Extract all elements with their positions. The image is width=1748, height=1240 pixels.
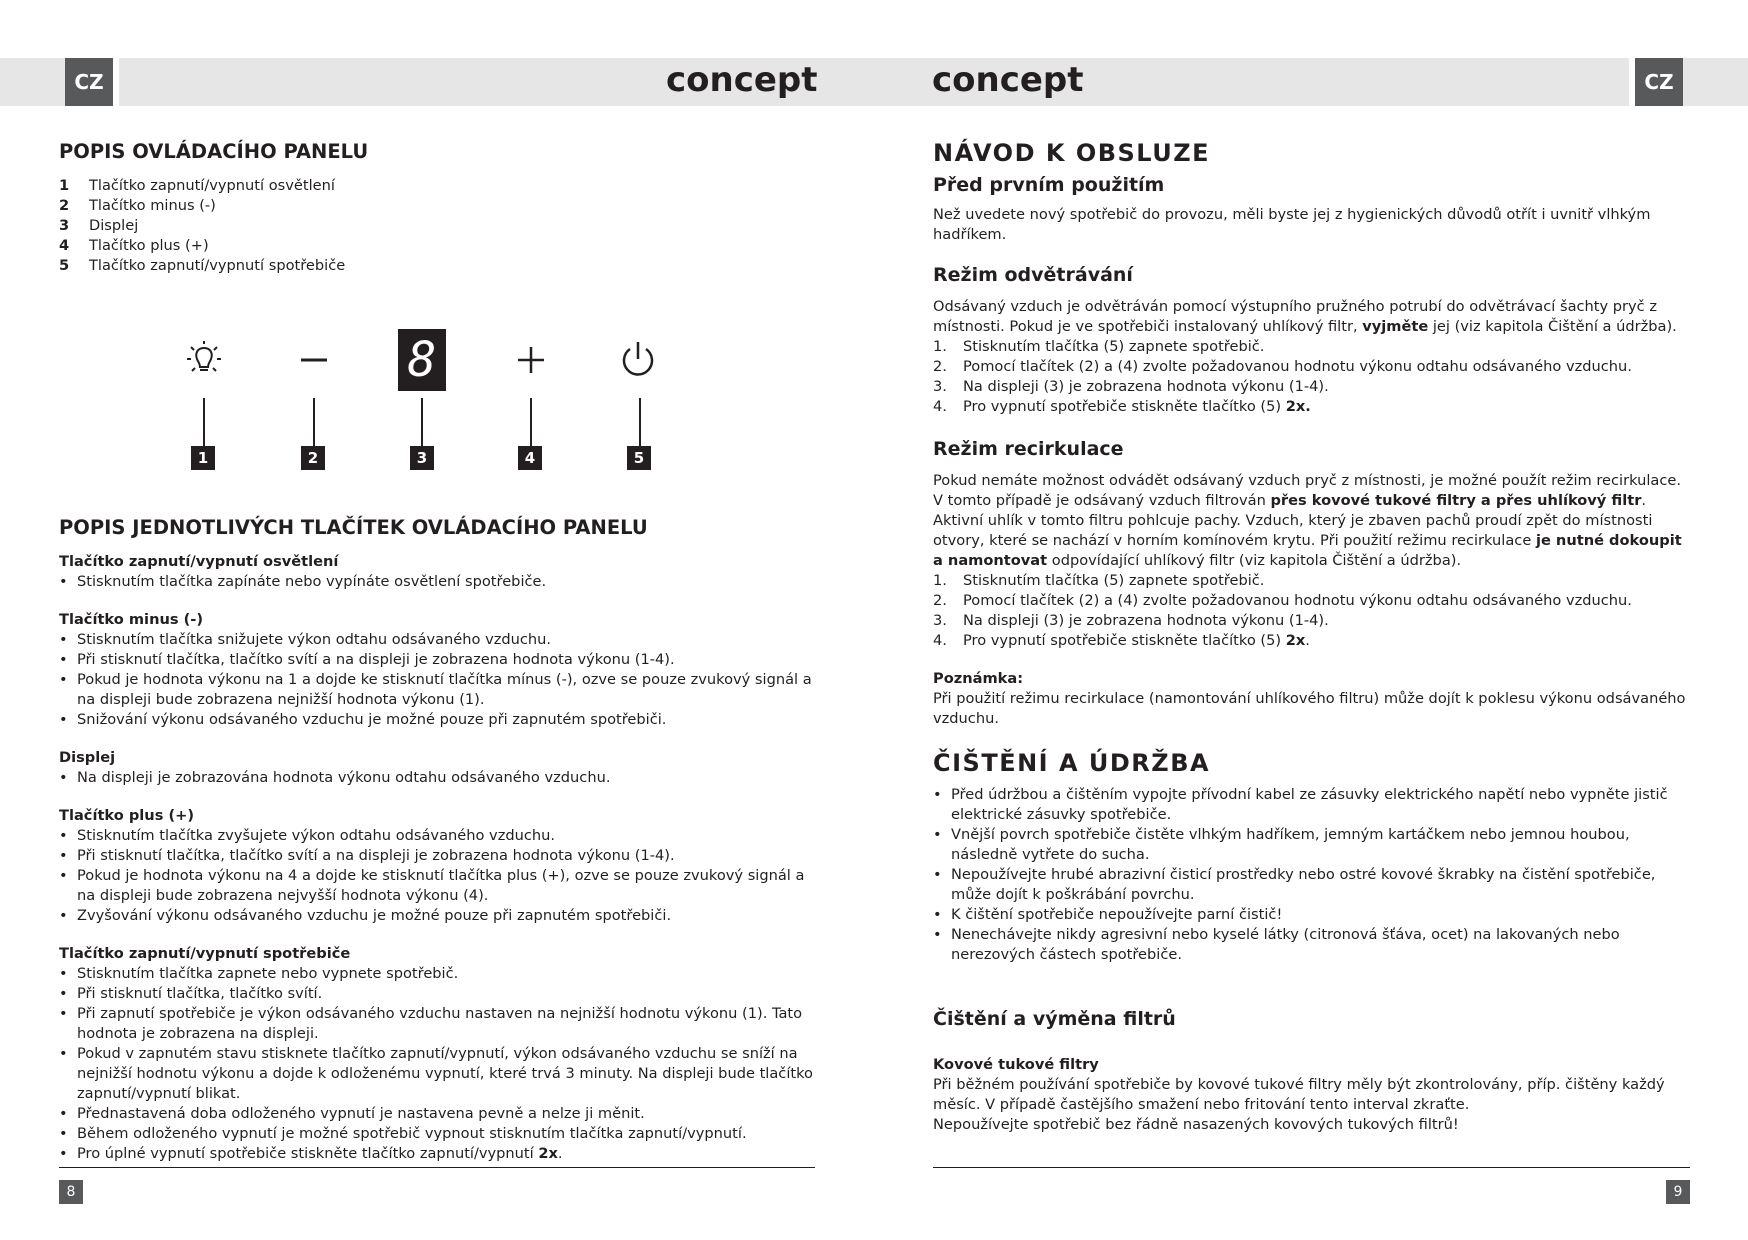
language-badge-left: CZ [65, 58, 113, 106]
list-item: • Stisknutím tlačítka zapnete nebo vypnete spotřebič. [59, 964, 819, 984]
part-label: Tlačítko zapnutí/vypnutí osvětlení [89, 177, 335, 194]
part-number: 1 [59, 177, 70, 194]
buttons-title: POPIS JEDNOTLIVÝCH TLAČÍTEK OVLÁDACÍHO PANELU [59, 516, 648, 539]
bullet-list [59, 572, 819, 592]
recirc-intro [933, 471, 1691, 571]
step-text: Stisknutím tlačítka (5) zapnete spotřebič. [963, 338, 1265, 355]
header-divider [1629, 58, 1635, 106]
list-item: 1. Stisknutím tlačítka (5) zapnete spotřebič. [933, 572, 1265, 589]
filters-title: Čištění a výměna filtrů [933, 1008, 1176, 1030]
step-text: Pro vypnutí spotřebiče stiskněte tlačítko (5) [963, 398, 1286, 415]
minus-icon [300, 350, 328, 370]
step-text: Pomocí tlačítek (2) a (4) zvolte požadovanou hodnotu výkonu odtahu odsávaného vzduchu. [963, 358, 1632, 375]
list-item: • Před údržbou a čištěním vypojte přívodní kabel ze zásuvky elektrického napětí nebo vypněte jistič elektrické zásuvky spotřebiče. [933, 785, 1691, 825]
footer-rule-left [59, 1167, 815, 1168]
page-number-left: 8 [59, 1180, 83, 1204]
vent-intro [933, 297, 1691, 337]
callout-badge: 2 [301, 446, 325, 470]
list-item [59, 216, 819, 236]
list-item: • Při zapnutí spotřebiče je výkon odsávaného vzduchu nastaven na nejnižší hodnotu výkonu (1). Tato hodnota je zobrazena na displeji. [59, 1004, 819, 1044]
list-item: • Při stisknutí tlačítka, tlačítko svítí. [59, 984, 819, 1004]
list-item: • Pokud v zapnutém stavu stisknete tlačítko zapnutí/vypnutí, výkon odsávaného vzduchu se sníží na nejnižší hodnotu výkonu a dojde k odloženému vypnutí, které trvá 3 minuty. Na displeji bude tlačítko zapnutí/vypnutí blikat. [59, 1044, 819, 1104]
list-item: • Vnější povrch spotřebiče čistěte vlhkým hadříkem, jemným kartáčkem nebo jemnou houbou, následně vytřete do sucha. [933, 825, 1691, 865]
plus-icon [517, 346, 545, 374]
step-bold: 2x. [1285, 398, 1311, 415]
list-item [59, 236, 819, 256]
section-title: Displej [59, 749, 116, 766]
intro-bold: přes kovové tukové filtry a přes uhlíkový filtr [1270, 492, 1642, 509]
callout-line [203, 398, 205, 446]
part-number: 3 [59, 217, 70, 234]
list-item: • Nenechávejte nikdy agresivní nebo kyselé látky (citronová šťáva, ocet) na lakovaných nebo nerezových částech spotřebiče. [933, 925, 1691, 965]
step-text: Na displeji (3) je zobrazena hodnota výkonu (1-4). [963, 612, 1329, 629]
part-number: 2 [59, 197, 70, 214]
intro-text: jej (viz kapitola Čištění a údržba). [1428, 318, 1677, 335]
list-item: 2. Pomocí tlačítek (2) a (4) zvolte požadovanou hodnotu výkonu odtahu odsávaného vzduchu. [933, 592, 1632, 609]
page-number-right: 9 [1666, 1180, 1690, 1204]
brand-logo-right: concept [932, 60, 1084, 100]
step-text: Pro vypnutí spotřebiče stiskněte tlačítko (5) [963, 632, 1286, 649]
part-label: Tlačítko minus (-) [89, 197, 216, 214]
part-label: Tlačítko plus (+) [89, 237, 209, 254]
list-item [59, 1144, 819, 1164]
list-item: 4. Pro vypnutí spotřebiče stiskněte tlačítko (5) 2x. [933, 632, 1310, 649]
header-divider [113, 58, 119, 106]
clean-list [933, 785, 1691, 965]
vent-title: Režim odvětrávání [933, 264, 1133, 286]
panel-title: POPIS OVLÁDACÍHO PANELU [59, 140, 369, 163]
list-item: 4. Pro vypnutí spotřebiče stiskněte tlačítko (5) 2x. [933, 398, 1311, 415]
list-item: • Nepoužívejte hrubé abrazivní čisticí prostředky nebo ostré kovové škrabky na čistění spotřebiče, může dojít k poškrábání povrchu. [933, 865, 1691, 905]
intro-text: . Aktivní uhlík v tomto filtru pohlcuje pachy. Vzduch, který je zbaven pachů proudí zpět do místnosti otvory, které se nachází v horním komínovém krytu. Při použití režimu recirkulace [933, 492, 1653, 549]
intro-bold: vyjměte [1362, 318, 1429, 335]
before-title: Před prvním použitím [933, 174, 1165, 196]
power-icon [620, 341, 656, 379]
bullet-list [59, 964, 819, 1164]
list-item: • Stisknutím tlačítka zapínáte nebo vypínáte osvětlení spotřebiče. [59, 572, 819, 592]
section-title: Tlačítko minus (-) [59, 611, 204, 628]
display-value: 8 [407, 332, 437, 388]
recirc-title: Režim recirkulace [933, 438, 1124, 460]
step-text: . [1305, 632, 1310, 649]
metal-warning: Nepoužívejte spotřebič bez řádně nasazených kovových tukových filtrů! [933, 1116, 1459, 1133]
note-title: Poznámka: [933, 670, 1024, 687]
item-text: . [557, 1145, 563, 1162]
part-number: 5 [59, 257, 70, 274]
list-item [59, 196, 819, 216]
callout-badge: 5 [627, 446, 651, 470]
list-item: • Stisknutím tlačítka snižujete výkon odtahu odsávaného vzduchu. [59, 630, 819, 650]
brand-logo-left: concept [666, 60, 818, 100]
section-title: Tlačítko plus (+) [59, 807, 195, 824]
bullet-list [59, 768, 819, 788]
clean-title: ČIŠTĚNÍ A ÚDRŽBA [933, 749, 1211, 777]
callout-badge: 4 [518, 446, 542, 470]
callout-line [530, 398, 532, 446]
list-item: 2. Pomocí tlačítek (2) a (4) zvolte požadovanou hodnotu výkonu odtahu odsávaného vzduchu. [933, 358, 1632, 375]
callout-line [639, 398, 641, 446]
list-item: 3. Na displeji (3) je zobrazena hodnota výkonu (1-4). [933, 378, 1329, 395]
intro-text: Pokud nemáte možnost odvádět odsávaný vzduch pryč z místnosti, je možné použít režim recirkulace. V tomto případě je odsávaný vzduch filtrován [933, 472, 1681, 509]
list-item: • Pokud je hodnota výkonu na 1 a dojde ke stisknutí tlačítka mínus (-), ozve se pouze zvukový signál a na displeji bude zobrazena nejnižší hodnota výkonu (1). [59, 670, 819, 710]
callout-badge: 1 [191, 446, 215, 470]
right-page [933, 139, 1691, 1135]
parts-list [59, 176, 819, 276]
part-number: 4 [59, 237, 70, 254]
callout-line [421, 398, 423, 446]
part-label: Displej [89, 217, 139, 234]
footer-rule-right [933, 1167, 1690, 1168]
left-page-top [59, 142, 819, 276]
intro-text: Odsávaný vzduch je odvětráván pomocí výstupního pružného potrubí do odvětrávací šachty pryč z místnosti. Pokud je ve spotřebiči instalovaný uhlíkový filtr, [933, 298, 1658, 335]
list-item: • Při stisknutí tlačítka, tlačítko svítí a na displeji je zobrazena hodnota výkonu (1-4). [59, 650, 819, 670]
intro-bold: je nutné dokoupit a namontovat [933, 532, 1682, 569]
vent-steps [933, 337, 1691, 417]
before-text: Než uvedete nový spotřebič do provozu, měli byste jej z hygienických důvodů otřít i uvnitř vlhkým hadříkem. [933, 206, 1651, 243]
callout-badge: 3 [410, 446, 434, 470]
metal-title: Kovové tukové filtry [933, 1056, 1099, 1073]
item-bold: 2x [538, 1145, 558, 1162]
step-bold: 2x [1285, 632, 1306, 649]
light-bulb-icon [186, 340, 222, 380]
list-item: • Přednastavená doba odloženého vypnutí je nastavena pevně a nelze ji měnit. [59, 1104, 819, 1124]
recirc-steps [933, 571, 1691, 651]
callout-line [313, 398, 315, 446]
section-title: Tlačítko zapnutí/vypnutí osvětlení [59, 553, 339, 570]
metal-text: Při běžném používání spotřebiče by kovové tukové filtry měly být zkontrolovány, příp. čištěny každý měsíc. V případě častějšího smažení nebo fritování tento interval zkraťte. [933, 1076, 1665, 1113]
bullet-list [59, 630, 819, 730]
list-item: • K čištění spotřebiče nepoužívejte parní čistič! [933, 905, 1691, 925]
list-item: • Během odloženého vypnutí je možné spotřebič vypnout stisknutím tlačítka zapnutí/vypnutí. [59, 1124, 819, 1144]
list-item: • Na displeji je zobrazována hodnota výkonu odtahu odsávaného vzduchu. [59, 768, 819, 788]
display-digit [398, 329, 446, 391]
step-text: Stisknutím tlačítka (5) zapnete spotřebič. [963, 572, 1265, 589]
list-item: • Při stisknutí tlačítka, tlačítko svítí a na displeji je zobrazena hodnota výkonu (1-4). [59, 846, 819, 866]
intro-text: odpovídající uhlíkový filtr (viz kapitola Čištění a údržba). [1047, 552, 1462, 569]
left-page-buttons [59, 518, 819, 1164]
step-text: Na displeji (3) je zobrazena hodnota výkonu (1-4). [963, 378, 1329, 395]
main-title: NÁVOD K OBSLUZE [933, 139, 1211, 167]
list-item: • Snižování výkonu odsávaného vzduchu je možné pouze při zapnutém spotřebiči. [59, 710, 819, 730]
list-item: • Stisknutím tlačítka zvyšujete výkon odtahu odsávaného vzduchu. [59, 826, 819, 846]
step-text: Pomocí tlačítek (2) a (4) zvolte požadovanou hodnotu výkonu odtahu odsávaného vzduchu. [963, 592, 1632, 609]
list-item: • Pokud je hodnota výkonu na 4 a dojde ke stisknutí tlačítka plus (+), ozve se pouze zvukový signál a na displeji bude zobrazena nejvyšší hodnota výkonu (4). [59, 866, 819, 906]
part-label: Tlačítko zapnutí/vypnutí spotřebiče [89, 257, 346, 274]
language-badge-right: CZ [1635, 58, 1683, 106]
note-text: Při použití režimu recirkulace (namontování uhlíkového filtru) může dojít k poklesu výkonu odsávaného vzduchu. [933, 690, 1686, 727]
list-item: • Zvyšování výkonu odsávaného vzduchu je možné pouze při zapnutém spotřebiči. [59, 906, 819, 926]
list-item [59, 176, 819, 196]
section-title: Tlačítko zapnutí/vypnutí spotřebiče [59, 945, 351, 962]
item-text: Pro úplné vypnutí spotřebiče stiskněte tlačítko zapnutí/vypnutí [77, 1145, 539, 1162]
bullet-list [59, 826, 819, 926]
list-item [59, 256, 819, 276]
list-item: 1. Stisknutím tlačítka (5) zapnete spotřebič. [933, 338, 1265, 355]
list-item: 3. Na displeji (3) je zobrazena hodnota výkonu (1-4). [933, 612, 1329, 629]
